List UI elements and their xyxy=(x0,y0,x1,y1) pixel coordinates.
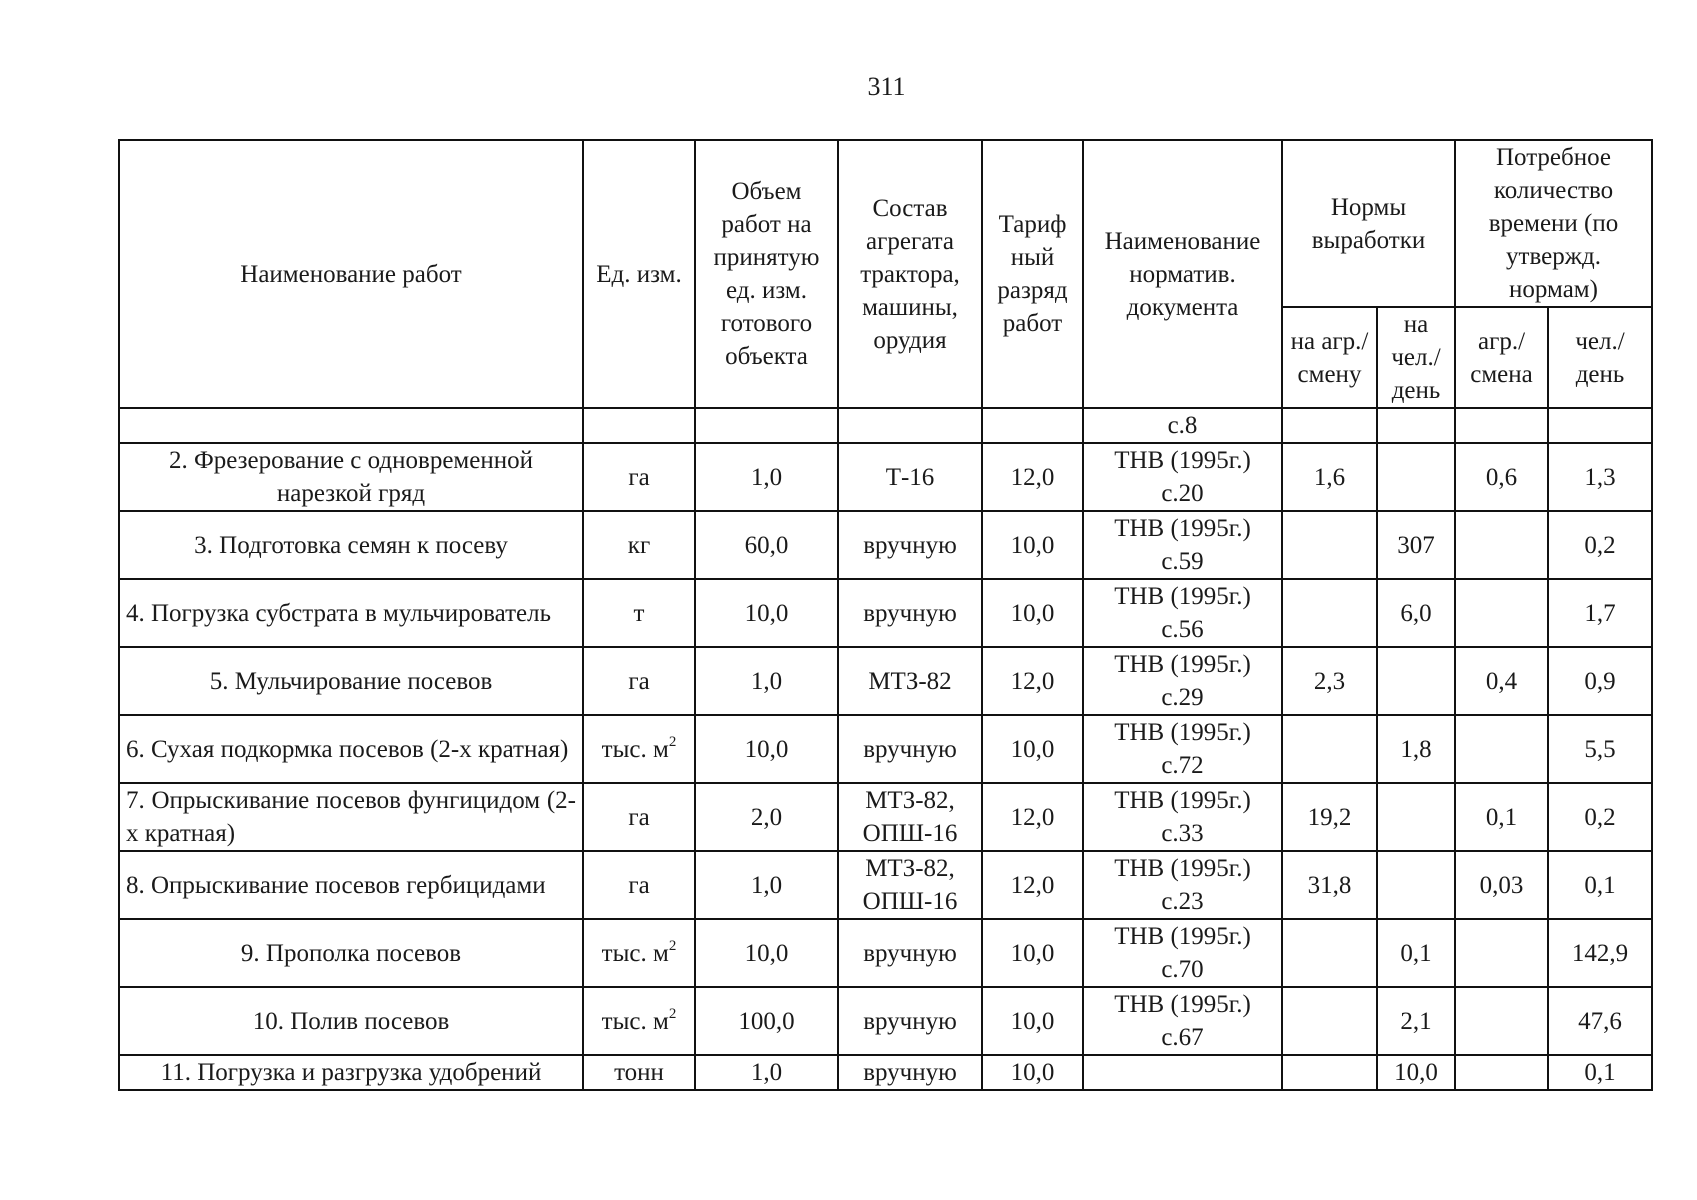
norm-man-cell: 2,1 xyxy=(1377,987,1455,1055)
tariff-cell: 10,0 xyxy=(982,919,1083,987)
unit-text: га xyxy=(628,667,650,695)
unit-cell xyxy=(583,647,695,715)
doc-line-1: ТНВ (1995г.) xyxy=(1114,651,1251,678)
table-row xyxy=(119,987,1652,1055)
unit-cell xyxy=(583,443,695,511)
norm-agr-cell xyxy=(1282,919,1377,987)
unit-text: тыс. м xyxy=(601,1007,669,1035)
doc-cell xyxy=(1083,783,1282,851)
volume-cell: 100,0 xyxy=(695,987,838,1055)
req-agr-cell xyxy=(1455,919,1548,987)
req-agr-cell xyxy=(1455,511,1548,579)
req-agr-cell: 0,1 xyxy=(1455,783,1548,851)
header-req-man: чел./ день xyxy=(1548,307,1652,408)
header-unit: Ед. изм. xyxy=(583,140,695,408)
doc-line-2: с.23 xyxy=(1161,888,1204,915)
volume-cell: 1,0 xyxy=(695,647,838,715)
table-row xyxy=(119,919,1652,987)
composition-cell: вручную xyxy=(838,511,982,579)
volume-cell: 1,0 xyxy=(695,443,838,511)
req-man-cell: 0,2 xyxy=(1548,511,1652,579)
doc-line-1: ТНВ (1995г.) xyxy=(1114,583,1251,610)
doc-line-1: ТНВ (1995г.) xyxy=(1114,991,1251,1018)
tariff-cell: 10,0 xyxy=(982,715,1083,783)
table-row xyxy=(119,579,1652,647)
table-row xyxy=(119,851,1652,919)
work-name-cell: 4. Погрузка субстрата в мульчирователь xyxy=(119,579,583,647)
work-name-cell: 2. Фрезерование с одновременной нарезкой гряд xyxy=(119,443,583,511)
doc-line-2: с.59 xyxy=(1161,548,1204,575)
composition-cell: вручную xyxy=(838,919,982,987)
work-name-cell: 5. Мульчирование посевов xyxy=(119,647,583,715)
doc-line-1: ТНВ (1995г.) xyxy=(1114,719,1251,746)
doc-line-1: ТНВ (1995г.) xyxy=(1114,855,1251,882)
table-row xyxy=(119,443,1652,511)
header-row-1 xyxy=(119,140,1652,307)
norm-man-cell xyxy=(1377,783,1455,851)
table-row xyxy=(119,1055,1652,1090)
work-name-cell: 6. Сухая подкормка посевов (2-х кратная) xyxy=(119,715,583,783)
tariff-cell: 10,0 xyxy=(982,987,1083,1055)
work-name-cell: 9. Прополка посевов xyxy=(119,919,583,987)
tariff-cell: 12,0 xyxy=(982,647,1083,715)
norm-man-cell: 1,8 xyxy=(1377,715,1455,783)
unit-cell xyxy=(583,851,695,919)
norm-agr-cell xyxy=(1282,1055,1377,1090)
norm-agr-cell xyxy=(1282,987,1377,1055)
unit-superscript: 2 xyxy=(668,1005,677,1022)
req-man-cell: 1,3 xyxy=(1548,443,1652,511)
unit-cell xyxy=(583,987,695,1055)
norm-man-cell: 10,0 xyxy=(1377,1055,1455,1090)
tariff-cell: 10,0 xyxy=(982,511,1083,579)
norm-man-cell: 0,1 xyxy=(1377,919,1455,987)
req-man-cell: 0,1 xyxy=(1548,1055,1652,1090)
composition-cell: вручную xyxy=(838,987,982,1055)
unit-cell xyxy=(583,783,695,851)
doc-line-2: с.29 xyxy=(1161,684,1204,711)
norm-agr-cell: 1,6 xyxy=(1282,443,1377,511)
unit-cell xyxy=(583,715,695,783)
unit-cell xyxy=(583,579,695,647)
norm-agr-cell xyxy=(1282,511,1377,579)
header-name: Наименование работ xyxy=(119,140,583,408)
volume-cell: 1,0 xyxy=(695,851,838,919)
doc-cell xyxy=(1083,443,1282,511)
req-man-cell: 0,2 xyxy=(1548,783,1652,851)
composition-cell: Т-16 xyxy=(838,443,982,511)
page-number: 311 xyxy=(867,72,906,101)
unit-text: т xyxy=(633,599,645,627)
unit-cell xyxy=(583,1055,695,1090)
req-agr-cell: 0,4 xyxy=(1455,647,1548,715)
doc-line-1: ТНВ (1995г.) xyxy=(1114,787,1251,814)
doc-cell xyxy=(1083,579,1282,647)
doc-cell xyxy=(1083,987,1282,1055)
composition-cell: МТЗ-82, ОПШ-16 xyxy=(838,783,982,851)
header-doc: Наименование норматив. документа xyxy=(1083,140,1282,408)
req-agr-cell xyxy=(1455,715,1548,783)
header-composition: Состав агрегата трактора, машины, орудия xyxy=(838,140,982,408)
norm-man-cell: 6,0 xyxy=(1377,579,1455,647)
composition-cell: МТЗ-82, ОПШ-16 xyxy=(838,851,982,919)
doc-cell xyxy=(1083,715,1282,783)
tariff-cell: 10,0 xyxy=(982,1055,1083,1090)
composition-cell: вручную xyxy=(838,715,982,783)
doc-cell xyxy=(1083,511,1282,579)
header-volume: Объем работ на принятую ед. изм. готового объекта xyxy=(695,140,838,408)
unit-superscript: 2 xyxy=(668,733,677,750)
unit-cell xyxy=(583,919,695,987)
unit-text: га xyxy=(628,463,650,491)
doc-line-1: ТНВ (1995г.) xyxy=(1114,447,1251,474)
tariff-cell: 12,0 xyxy=(982,851,1083,919)
req-agr-cell xyxy=(1455,987,1548,1055)
req-agr-cell xyxy=(1455,579,1548,647)
tariff-cell: 10,0 xyxy=(982,579,1083,647)
doc-cell xyxy=(1083,647,1282,715)
header-norms-agr: на агр./ смену xyxy=(1282,307,1377,408)
norm-agr-cell: 19,2 xyxy=(1282,783,1377,851)
work-name-cell: 11. Погрузка и разгрузка удобрений xyxy=(119,1055,583,1090)
norm-agr-cell xyxy=(1282,579,1377,647)
table-row xyxy=(119,647,1652,715)
header-req-agr: агр./ смена xyxy=(1455,307,1548,408)
volume-cell: 2,0 xyxy=(695,783,838,851)
table-row xyxy=(119,783,1652,851)
unit-text: кг xyxy=(627,531,651,559)
doc-line-2: с.72 xyxy=(1161,752,1204,779)
norm-man-cell: 307 xyxy=(1377,511,1455,579)
norm-agr-cell: 2,3 xyxy=(1282,647,1377,715)
unit-text: га xyxy=(628,871,650,899)
doc-line-2: с.20 xyxy=(1161,480,1204,507)
req-agr-cell xyxy=(1455,1055,1548,1090)
doc-line-2: с.56 xyxy=(1161,616,1204,643)
doc-cell xyxy=(1083,1055,1282,1090)
work-name-cell: 3. Подготовка семян к посеву xyxy=(119,511,583,579)
volume-cell: 10,0 xyxy=(695,579,838,647)
volume-cell: 10,0 xyxy=(695,715,838,783)
volume-cell: 1,0 xyxy=(695,1055,838,1090)
unit-text: тыс. м xyxy=(601,735,669,763)
norm-man-cell xyxy=(1377,647,1455,715)
table-row xyxy=(119,715,1652,783)
unit-text: тонн xyxy=(614,1059,664,1086)
req-man-cell: 0,1 xyxy=(1548,851,1652,919)
volume-cell: 10,0 xyxy=(695,919,838,987)
norm-man-cell xyxy=(1377,443,1455,511)
work-name-cell: 7. Опрыскивание посевов фунгицидом (2-х кратная) xyxy=(119,783,583,851)
volume-cell: 60,0 xyxy=(695,511,838,579)
doc-line-1: ТНВ (1995г.) xyxy=(1114,515,1251,542)
norm-agr-cell xyxy=(1282,715,1377,783)
unit-text: тыс. м xyxy=(601,939,669,967)
req-man-cell: 0,9 xyxy=(1548,647,1652,715)
req-man-cell: 1,7 xyxy=(1548,579,1652,647)
unit-superscript: 2 xyxy=(668,937,677,954)
tariff-cell: 12,0 xyxy=(982,783,1083,851)
req-man-cell: 142,9 xyxy=(1548,919,1652,987)
norm-man-cell xyxy=(1377,851,1455,919)
doc-line-2: с.33 xyxy=(1161,820,1204,847)
doc-line-1: ТНВ (1995г.) xyxy=(1114,923,1251,950)
req-agr-cell: 0,6 xyxy=(1455,443,1548,511)
doc-line-2: с.70 xyxy=(1161,956,1204,983)
table-row xyxy=(119,511,1652,579)
unit-cell xyxy=(583,511,695,579)
composition-cell: вручную xyxy=(838,579,982,647)
header-norms-man: на чел./ день xyxy=(1377,307,1455,408)
header-tariff: Тариф ный разряд работ xyxy=(982,140,1083,408)
req-man-cell: 5,5 xyxy=(1548,715,1652,783)
work-name-cell: 8. Опрыскивание посевов гербицидами xyxy=(119,851,583,919)
composition-cell: МТЗ-82 xyxy=(838,647,982,715)
carry-row xyxy=(119,408,1652,443)
carry-row-doc: с.8 xyxy=(1083,408,1282,443)
doc-line-2: с.67 xyxy=(1161,1024,1204,1051)
header-required: Потребное количество времени (по утвержд. нормам) xyxy=(1455,140,1652,307)
req-agr-cell: 0,03 xyxy=(1455,851,1548,919)
work-name-cell: 10. Полив посевов xyxy=(119,987,583,1055)
doc-cell xyxy=(1083,851,1282,919)
work-norms-table xyxy=(118,139,1653,1091)
tariff-cell: 12,0 xyxy=(982,443,1083,511)
norm-agr-cell: 31,8 xyxy=(1282,851,1377,919)
req-man-cell: 47,6 xyxy=(1548,987,1652,1055)
header-norms: Нормы выработки xyxy=(1282,140,1455,307)
unit-text: га xyxy=(628,803,650,831)
composition-cell: вручную xyxy=(838,1055,982,1090)
doc-cell xyxy=(1083,919,1282,987)
